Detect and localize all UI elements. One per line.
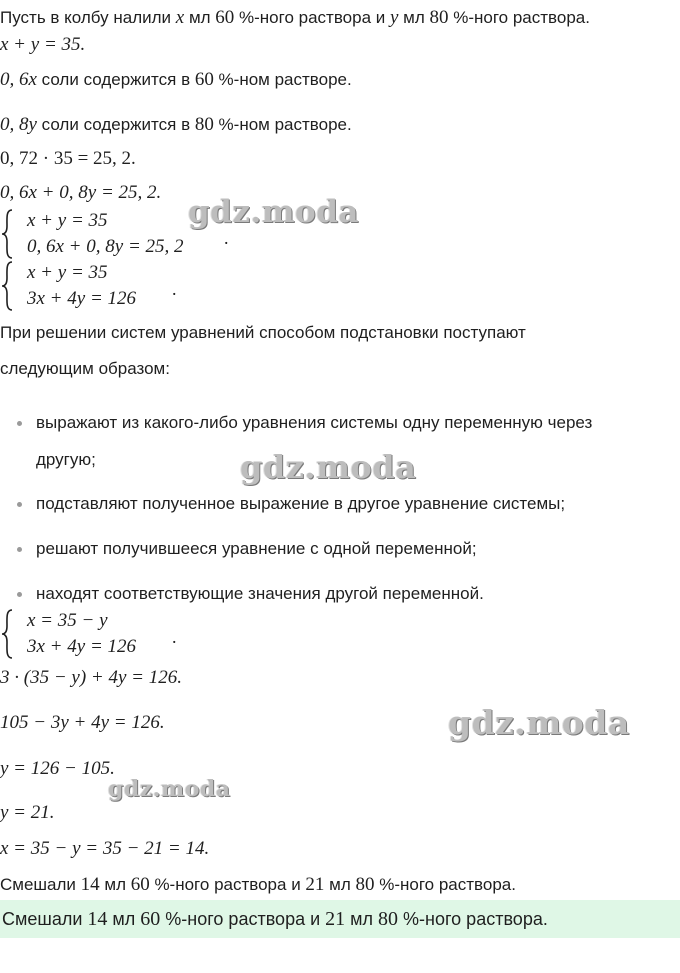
watermark: gdz.moda xyxy=(448,703,630,742)
salt-60-text: 0, 6x соли содержится в 60 %-ном растворе. xyxy=(0,69,352,90)
watermark: gdz.moda xyxy=(188,194,359,230)
bullet-icon xyxy=(17,421,22,426)
system-1 xyxy=(0,208,300,260)
answer-box xyxy=(0,900,680,938)
system-1-line-1: x + y = 35 xyxy=(27,210,108,231)
step-1-line-2: другую; xyxy=(36,450,96,469)
solution-step-3: y = 126 − 105. xyxy=(0,758,115,779)
step-2-text: подставляют полученное выражение в другое уравнение системы; xyxy=(36,494,566,513)
brace-icon xyxy=(0,208,14,260)
bullet-icon xyxy=(17,592,22,597)
system-2-line-2: 3x + 4y = 126 xyxy=(27,288,137,309)
system-2 xyxy=(0,260,300,312)
brace-icon xyxy=(0,260,14,312)
step-4-text: находят соответствующие значения другой переменной. xyxy=(36,584,484,603)
watermark: gdz.moda xyxy=(108,776,231,802)
brace-icon xyxy=(0,608,14,660)
system-2-dot: . xyxy=(172,279,177,299)
answer-text: Смешали 14 мл 60 %-ного раствора и 21 мл 80 %-ного раствора. xyxy=(2,908,548,930)
solution-step-1: 3 · (35 − y) + 4y = 126. xyxy=(0,667,182,688)
system-1-line-2: 0, 6x + 0, 8y = 25, 2 xyxy=(27,236,184,257)
bullet-icon xyxy=(17,502,22,507)
system-2-line-1: x + y = 35 xyxy=(27,262,108,283)
equation-mix: 0, 6x + 0, 8y = 25, 2. xyxy=(0,182,162,203)
system-1-dot: . xyxy=(224,228,229,248)
equation-total-salt: 0, 72 · 35 = 25, 2. xyxy=(0,148,136,169)
system-3-dot: . xyxy=(172,627,177,647)
equation-sum: x + y = 35. xyxy=(0,34,86,55)
step-3-text: решают получившееся уравнение с одной переменной; xyxy=(36,539,477,558)
method-intro-line-2: следующим образом: xyxy=(0,359,170,378)
solution-step-5: x = 35 − y = 35 − 21 = 14. xyxy=(0,838,210,859)
solution-step-2: 105 − 3y + 4y = 126. xyxy=(0,712,165,733)
system-3-line-1: x = 35 − y xyxy=(27,610,108,631)
step-1-line-1: выражают из какого-либо уравнения системы одну переменную через xyxy=(36,413,593,432)
system-3 xyxy=(0,608,300,660)
salt-80-text: 0, 8y соли содержится в 80 %-ном растворе. xyxy=(0,114,352,135)
intro-text: Пусть в колбу налили x мл 60 %-ного раствора и y мл 80 %-ного раствора. xyxy=(0,7,590,28)
system-3-line-2: 3x + 4y = 126 xyxy=(27,636,137,657)
solution-step-4: y = 21. xyxy=(0,802,55,823)
watermark: gdz.moda xyxy=(240,448,417,486)
result-text: Смешали 14 мл 60 %-ного раствора и 21 мл 80 %-ного раствора. xyxy=(0,874,516,895)
method-intro-line-1: При решении систем уравнений способом подстановки поступают xyxy=(0,323,526,342)
bullet-icon xyxy=(17,547,22,552)
